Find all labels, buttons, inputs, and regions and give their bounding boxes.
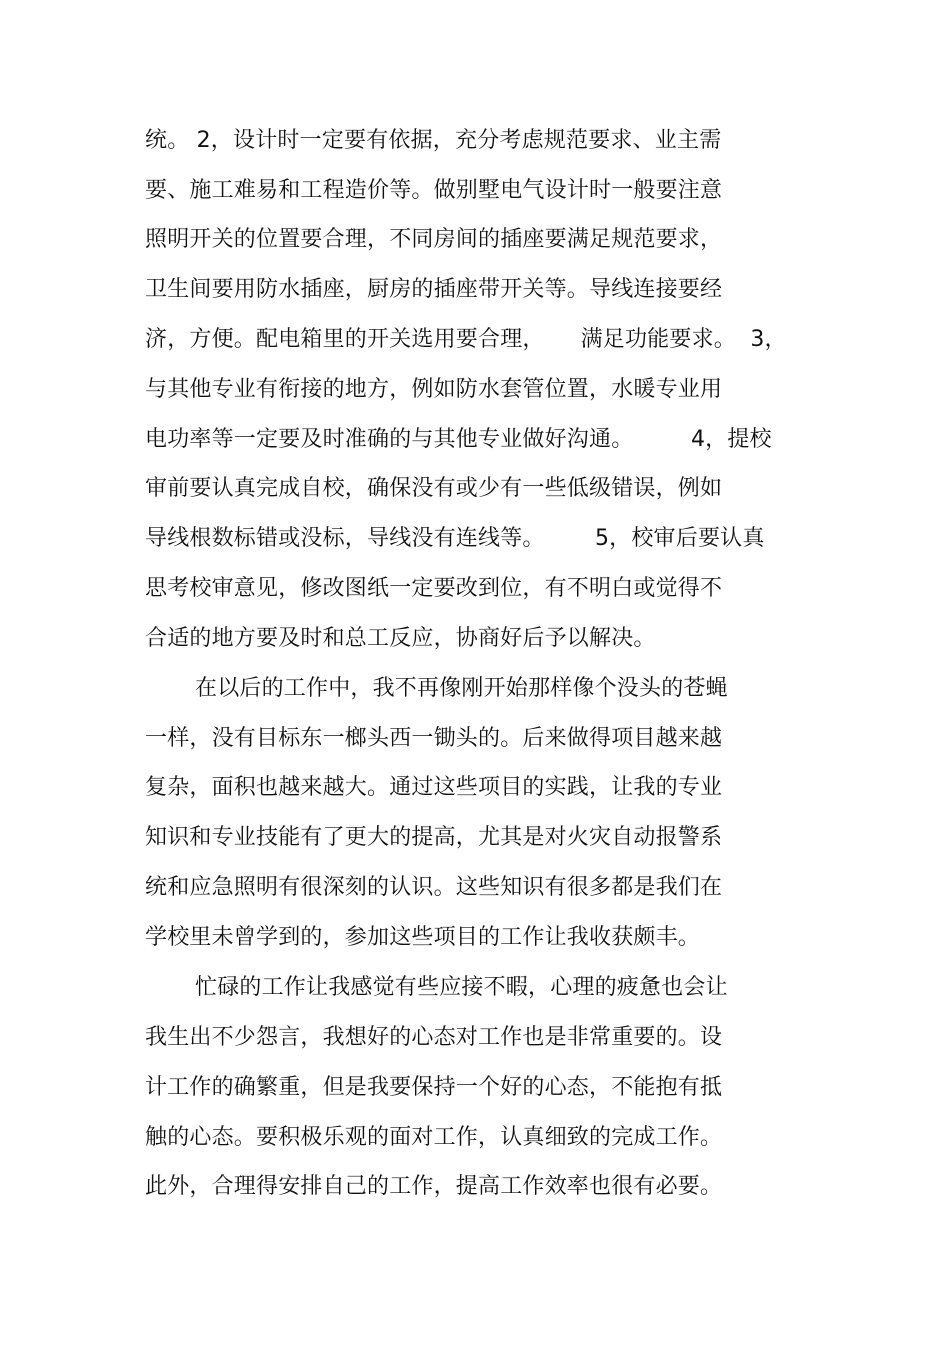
text-line: 要、施工难易和工程造价等。做别墅电气设计时一般要注意 — [145, 178, 723, 203]
paragraph-start-line: 忙碌的工作让我感觉有些应接不暇，心理的疲惫也会让 — [195, 975, 728, 1000]
text-line: 审前要认真完成自校，确保没有或少有一些低级错误，例如 — [145, 476, 723, 501]
text-line: 合适的地方要及时和总工反应，协商好后予以解决。 — [145, 626, 656, 651]
text-line: 统和应急照明有很深刻的认识。这些知识有很多都是我们在 — [145, 875, 723, 900]
text-line: 我生出不少怨言，我想好的心态对工作也是非常重要的。设 — [145, 1025, 723, 1050]
paragraph-start-line: 在以后的工作中，我不再像刚开始那样像个没头的苍蝇 — [195, 676, 728, 701]
text-line: 济，方便。配电箱里的开关选用要合理， 满足功能要求。 3， — [145, 327, 787, 352]
text-line: 知识和专业技能有了更大的提高，尤其是对火灾自动报警系 — [145, 825, 723, 850]
text-line: 计工作的确繁重，但是我要保持一个好的心态，不能抱有抵 — [145, 1075, 723, 1100]
text-line: 与其他专业有衔接的地方，例如防水套管位置，水暖专业用 — [145, 377, 723, 402]
text-line: 触的心态。要积极乐观的面对工作，认真细致的完成工作。 — [145, 1125, 723, 1150]
text-line: 复杂，面积也越来越大。通过这些项目的实践，让我的专业 — [145, 775, 723, 800]
text-line: 卫生间要用防水插座，厨房的插座带开关等。导线连接要经 — [145, 277, 723, 302]
text-line: 照明开关的位置要合理，不同房间的插座要满足规范要求， — [145, 227, 723, 252]
text-line: 此外，合理得安排自己的工作，提高工作效率也很有必要。 — [145, 1174, 723, 1199]
text-line: 学校里未曾学到的，参加这些项目的工作让我收获颇丰。 — [145, 925, 701, 950]
text-line: 思考校审意见，修改图纸一定要改到位，有不明白或觉得不 — [145, 576, 723, 601]
text-line: 一样，没有目标东一榔头西一锄头的。后来做得项目越来越 — [145, 726, 723, 751]
text-line: 统。 2，设计时一定要有依据，充分考虑规范要求、业主需 — [145, 128, 722, 153]
text-line: 电功率等一定要及时准确的与其他专业做好沟通。 4，提校 — [145, 427, 772, 452]
text-line: 导线根数标错或没标，导线没有连线等。 5，校审后要认真 — [145, 526, 765, 551]
